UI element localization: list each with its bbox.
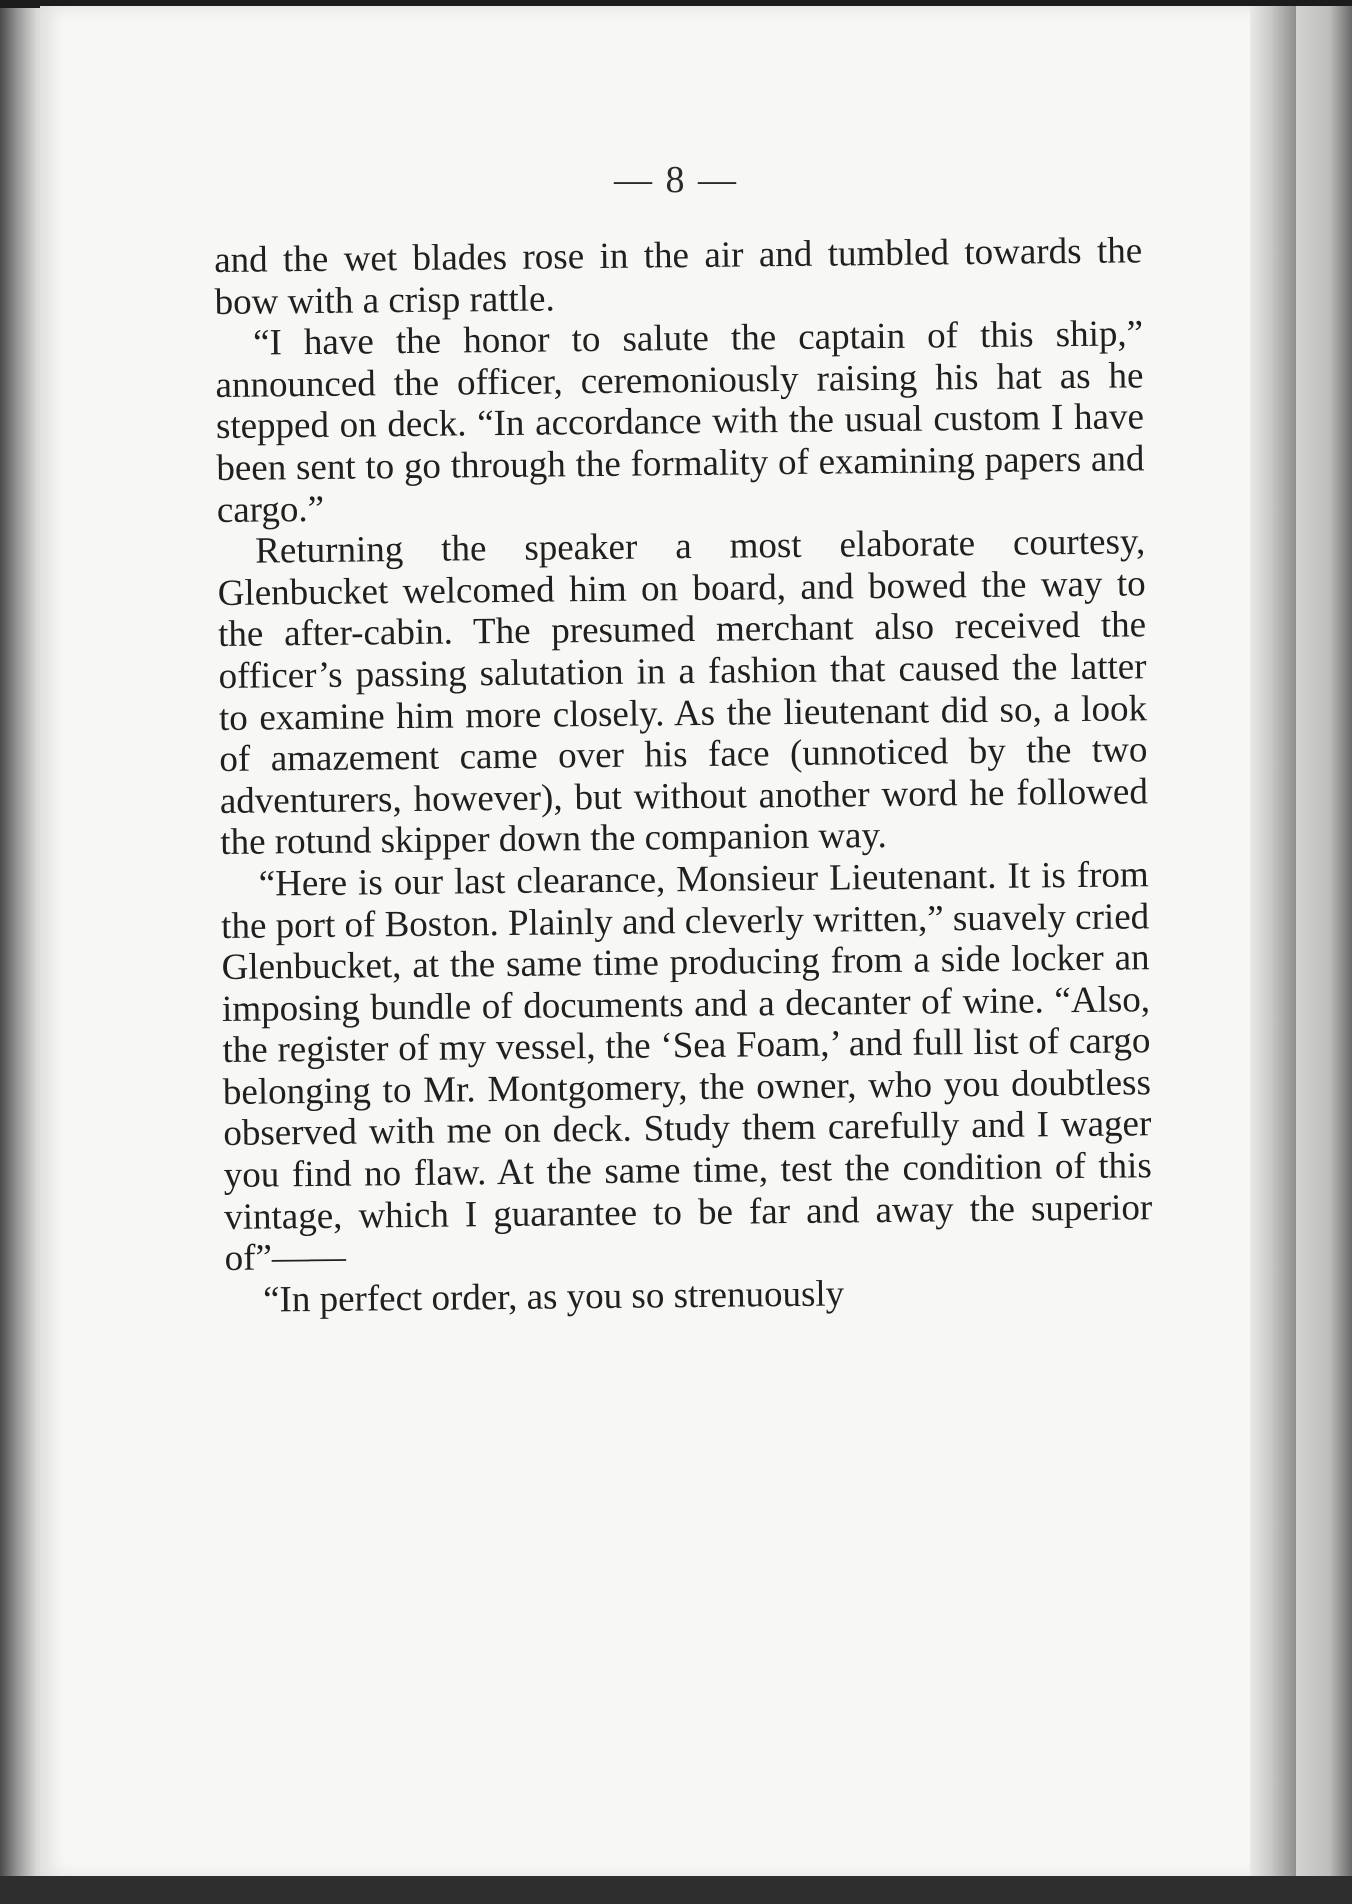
book-gutter bbox=[1250, 6, 1296, 1878]
scan-bottom-border bbox=[0, 1876, 1352, 1904]
body-text bbox=[214, 230, 1153, 1321]
page-number: — 8 — bbox=[614, 159, 738, 201]
paragraph: “I have the honor to salute the captain of this ship,” announced the officer, ceremoniously raising his hat as he stepped on deck. “In accordance with the usual custom I have been sent to go through the formality of examining papers and cargo.” bbox=[215, 313, 1145, 531]
paragraph: “In perfect order, as you so strenuously bbox=[262, 1273, 845, 1321]
paragraph: Returning the speaker a most elaborate courtesy, Glenbucket welcomed him on board, and bowed the way to the after-cabin. The presumed merchant also received the officer’s passing salutation in a fashion that caused the latter to examine him more closely. As the lieutenant did so, a look of amazement came over his face (unnoticed by the two adventurers, however), but without another word he followed the rotund skipper down the companion way. bbox=[217, 521, 1149, 864]
facing-page-edge bbox=[1296, 6, 1352, 1878]
paragraph: “Here is our last clearance, Monsieur Lieutenant. It is from the port of Boston. Plainly and cleverly written,” suavely cried Glenbucket, at the same time producing from a side locker an imposing bundle of documents and a decanter of wine. “Also, the register of my vessel, the ‘Sea Foam,’ and full list of cargo belonging to Mr. Montgomery, the owner, who you doubtless observed with me on deck. Study them carefully and I wager you find no flaw. At the same time, test the condition of this vintage, which I guarantee to be far and away the superior of”—— bbox=[220, 854, 1153, 1280]
paragraph: and the wet blades rose in the air and tumbled towards the bow with a crisp rattle. bbox=[214, 230, 1143, 323]
